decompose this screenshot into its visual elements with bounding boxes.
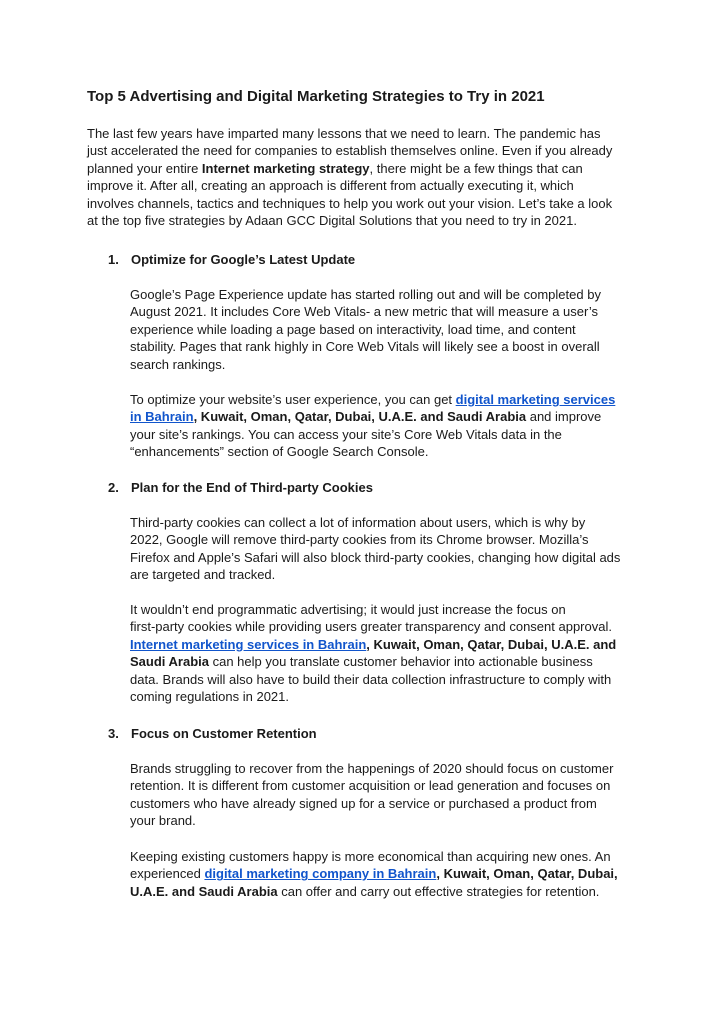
text-line: Google’s Page Experience update has started rolling out and will be completed by (130, 287, 601, 302)
text-line (130, 883, 640, 900)
text-line (130, 865, 640, 882)
text-line: search rankings. (130, 356, 226, 372)
bold-locations: Saudi Arabia (130, 654, 209, 670)
text-line: retention. It is different from customer acquisition or lead generation and focuses on (130, 778, 611, 794)
digital-marketing-services-link-cont[interactable]: in Bahrain (130, 409, 194, 425)
section-2-paragraph-2 (130, 601, 640, 705)
section-heading-1 (108, 251, 355, 268)
text-run: can offer and carry out effective strategies for retention. (277, 883, 600, 899)
bold-locations: , Kuwait, Oman, Qatar, Dubai, U.A.E. and (366, 636, 617, 652)
text-line: 2022, Google will remove third-party cookies from its Chrome browser. Mozilla’s (130, 532, 589, 548)
text-line: Keeping existing customers happy is more economical than acquiring new ones. An (130, 849, 611, 864)
text-run: , there might be a few things that can (369, 160, 583, 176)
text-line: your brand. (130, 813, 196, 829)
text-line: Third-party cookies can collect a lot of information about users, which is why by (130, 515, 586, 530)
text-line: customers who have already signed up for a service or purchased a product from (130, 795, 597, 811)
text-line (130, 391, 640, 408)
section-1-paragraph-1 (130, 286, 640, 373)
text-line: first-party cookies while providing users greater transparency and consent approval. (130, 619, 612, 635)
text-line: involves channels, tactics and techniques to help you work out your vision. Let’s take a look (87, 195, 613, 211)
text-line: experience while loading a page based on interactivity, load time, and content (130, 321, 576, 337)
section-title: Optimize for Google’s Latest Update (131, 252, 356, 267)
text-run: can help you translate customer behavior into actionable business (208, 654, 593, 670)
section-heading-2 (108, 479, 373, 496)
bold-locations: , Kuwait, Oman, Qatar, Dubai, (436, 866, 618, 882)
section-3-paragraph-2 (130, 848, 640, 900)
text-line: just accelerated the need for companies to establish themselves online. Even if you already (87, 143, 613, 159)
section-2-paragraph-1 (130, 514, 640, 584)
bold-locations: , Kuwait, Oman, Qatar, Dubai, U.A.E. and Saudi Arabia (193, 409, 527, 425)
text-line: Firefox and Apple’s Safari will also block third-party cookies, changing how digital ads (130, 549, 621, 565)
text-run: planned your entire (87, 160, 202, 176)
section-title: Plan for the End of Third-party Cookies (131, 480, 373, 495)
text-run: and improve (526, 409, 602, 425)
text-line (130, 408, 640, 425)
text-line: The last few years have imparted many lessons that we need to learn. The pandemic has (87, 126, 601, 141)
digital-marketing-services-link[interactable]: digital marketing services (455, 392, 616, 407)
text-line: stability. Pages that rank highly in Core Web Vitals will likely see a boost in overall (130, 339, 600, 355)
document-title: Top 5 Advertising and Digital Marketing Strategies to Try in 2021 (87, 88, 545, 105)
section-3-paragraph-1 (130, 760, 640, 830)
list-number: 2. (108, 480, 119, 495)
bold-locations: U.A.E. and Saudi Arabia (130, 883, 278, 899)
text-line: are targeted and tracked. (130, 567, 276, 583)
list-number: 1. (108, 252, 119, 267)
text-line (130, 636, 640, 653)
text-line (130, 653, 640, 670)
digital-marketing-company-link[interactable]: digital marketing company in Bahrain (204, 866, 437, 882)
text-line: Brands struggling to recover from the happenings of 2020 should focus on customer (130, 761, 614, 776)
text-run: experienced (130, 866, 205, 882)
text-line: at the top five strategies by Adaan GCC Digital Solutions that you need to try in 2021. (87, 213, 577, 229)
text-line: “enhancements” section of Google Search Console. (130, 444, 429, 460)
text-line: August 2021. It includes Core Web Vitals- a new metric that will measure a user’s (130, 304, 598, 320)
section-1-paragraph-2 (130, 391, 640, 461)
section-title: Focus on Customer Retention (131, 726, 317, 741)
text-line (87, 160, 643, 177)
bold-keyword: Internet marketing strategy (201, 160, 370, 176)
text-line: your site’s rankings. You can access your site’s Core Web Vitals data in the (130, 426, 562, 442)
text-line: improve it. After all, creating an approach is different from actually executing it, which (87, 178, 574, 194)
section-heading-3 (108, 725, 317, 742)
internet-marketing-services-link[interactable]: Internet marketing services in Bahrain (130, 636, 367, 652)
text-line: data. Brands will also have to build their data collection infrastructure to comply with (130, 671, 612, 687)
text-line: coming regulations in 2021. (130, 689, 289, 705)
intro-paragraph (87, 125, 643, 229)
text-line: It wouldn’t end programmatic advertising; it would just increase the focus on (130, 602, 566, 617)
list-number: 3. (108, 726, 119, 741)
text-run: To optimize your website’s user experience, you can get (130, 392, 456, 407)
